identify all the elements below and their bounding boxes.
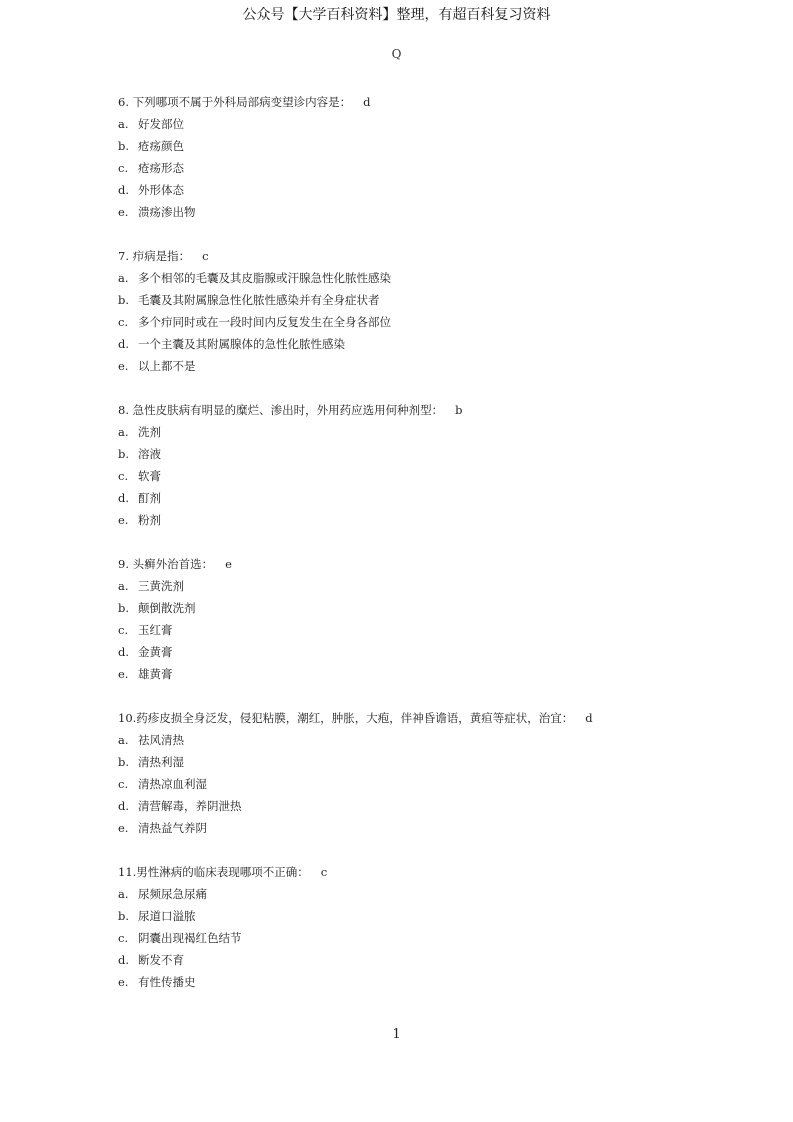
question-block [118,245,738,377]
option-item [118,619,738,641]
option-item [118,443,738,465]
question-block [118,861,738,993]
option-text: 清热凉血利湿 [138,777,207,791]
option-item [118,201,738,223]
question-line [118,553,738,575]
question-answer: c [202,249,209,263]
question-answer: e [225,557,232,571]
option-letter: a. [118,579,129,593]
option-letter: d. [118,799,130,813]
option-letter: d. [118,337,130,351]
option-item [118,179,738,201]
option-text: 多个疖同时或在一段时间内反复发生在全身各部位 [138,315,391,329]
option-text: 溶液 [138,447,161,461]
question-block [118,399,738,531]
question-text: 10.药疹皮损全身泛发，侵犯粘膜，潮红，肿胀，大疱，伴神昏谵语，黄疸等症状，治宜： [118,711,574,725]
option-item [118,113,738,135]
option-text: 疮疡颜色 [138,139,184,153]
option-item [118,135,738,157]
option-letter: c. [118,161,129,175]
option-letter: c. [118,469,129,483]
option-letter: e. [118,821,129,835]
option-text: 清热利湿 [138,755,184,769]
option-text: 好发部位 [138,117,184,131]
option-item [118,927,738,949]
option-letter: c. [118,315,129,329]
option-letter: e. [118,667,129,681]
option-text: 软膏 [138,469,161,483]
question-line [118,399,738,421]
option-letter: a. [118,117,129,131]
option-item [118,333,738,355]
option-item [118,575,738,597]
option-letter: d. [118,491,130,505]
option-letter: d. [118,953,130,967]
option-text: 三黄洗剂 [138,579,184,593]
option-letter: a. [118,887,129,901]
question-line [118,861,738,883]
question-line [118,91,738,113]
option-letter: e. [118,513,129,527]
option-item [118,949,738,971]
option-text: 雄黄膏 [138,667,173,681]
option-item [118,773,738,795]
option-text: 金黄膏 [138,645,173,659]
question-block [118,707,738,839]
option-text: 粉剂 [138,513,161,527]
option-text: 疮疡形态 [138,161,184,175]
option-text: 祛风清热 [138,733,184,747]
option-letter: e. [118,205,129,219]
option-item [118,289,738,311]
option-text: 清营解毒，养阴泄热 [138,799,242,813]
top-mark: Q [391,47,402,61]
question-list [118,91,738,1015]
option-item [118,311,738,333]
option-letter: a. [118,271,129,285]
option-text: 多个相邻的毛囊及其皮脂腺或汗腺急性化脓性感染 [138,271,391,285]
option-item [118,465,738,487]
option-letter: b. [118,447,130,461]
option-letter: d. [118,645,130,659]
option-letter: e. [118,359,129,373]
option-text: 以上都不是 [138,359,196,373]
question-text: 9. 头癣外治首选： [118,557,214,571]
option-text: 溃疡渗出物 [138,205,196,219]
question-line [118,245,738,267]
question-text: 11.男性淋病的临床表现哪项不正确： [118,865,309,879]
option-text: 洗剂 [138,425,161,439]
option-text: 尿道口溢脓 [138,909,196,923]
option-item [118,817,738,839]
option-letter: c. [118,623,129,637]
option-item [118,355,738,377]
option-item [118,751,738,773]
option-text: 一个主囊及其附属腺体的急性化脓性感染 [138,337,345,351]
option-item [118,641,738,663]
option-text: 玉红膏 [138,623,173,637]
option-item [118,421,738,443]
option-letter: e. [118,975,129,989]
option-item [118,663,738,685]
option-letter: c. [118,777,129,791]
question-text: 8. 急性皮肤病有明显的糜烂、渗出时，外用药应选用何种剂型： [118,403,444,417]
question-answer: b [455,403,463,417]
option-letter: b. [118,139,130,153]
question-answer: d [363,95,371,109]
option-item [118,267,738,289]
option-letter: a. [118,425,129,439]
option-item [118,905,738,927]
question-line [118,707,738,729]
option-letter: b. [118,601,130,615]
question-block [118,91,738,223]
option-item [118,795,738,817]
option-item [118,971,738,993]
option-text: 外形体态 [138,183,184,197]
option-item [118,597,738,619]
question-answer: d [585,711,593,725]
option-text: 清热益气养阴 [138,821,207,835]
option-text: 阴囊出现褐红色结节 [138,931,242,945]
option-letter: c. [118,931,129,945]
option-text: 酊剂 [138,491,161,505]
option-item [118,883,738,905]
option-text: 尿频尿急尿痛 [138,887,207,901]
question-block [118,553,738,685]
option-letter: b. [118,909,130,923]
option-letter: a. [118,733,129,747]
option-letter: d. [118,183,130,197]
option-text: 颠倒散洗剂 [138,601,196,615]
question-answer: c [320,865,328,879]
option-text: 毛囊及其附属腺急性化脓性感染并有全身症状者 [138,293,380,307]
option-item [118,157,738,179]
option-item [118,487,738,509]
option-text: 断发不育 [138,953,184,967]
page-header: 公众号【大学百科资料】整理，有超百科复习资料 [242,7,551,23]
question-text: 6. 下列哪项不属于外科局部病变望诊内容是： [118,95,352,109]
option-letter: b. [118,755,130,769]
option-item [118,509,738,531]
option-text: 有性传播史 [138,975,196,989]
option-letter: b. [118,293,130,307]
page-number: 1 [392,1027,401,1042]
question-text: 7. 疖病是指： [118,249,191,263]
option-item [118,729,738,751]
